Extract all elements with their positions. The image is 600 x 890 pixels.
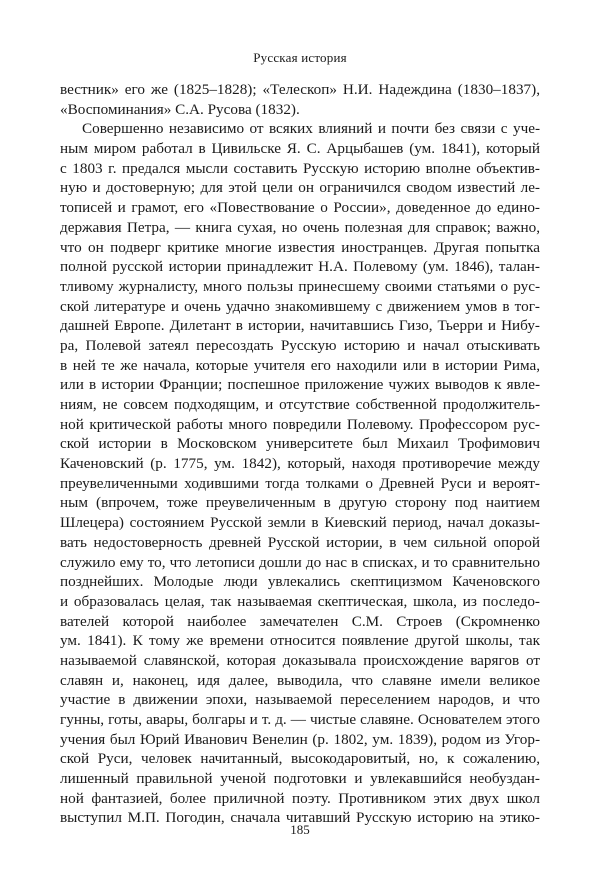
body-text: [60, 80, 540, 828]
text-line: ную и достоверную; для этой цели он ограничился сводом известий ле-: [60, 179, 540, 197]
text-line: тописей и грамот, его «Повествование о России», доведенное до едино-: [60, 199, 540, 217]
text-line: служило ему то, что летописи дошли до нас в списках, и то сравнительно: [60, 553, 540, 571]
text-line: ниям, не совсем подходящим, и отсутствие собственной продолжитель-: [60, 396, 540, 413]
text-line: «Воспоминания» С.А. Русова (1832).: [60, 100, 300, 118]
text-line: державия Петра, — книга сухая, но очень полезная для справок; важно,: [60, 218, 540, 236]
running-head: Русская история: [253, 50, 347, 65]
text-line: что он подверг критике многие известия иностранцев. Другая попытка: [60, 238, 540, 256]
text-line: учения был Юрий Иванович Венелин (р. 1802, ум. 1839), родом из Угор-: [60, 730, 540, 748]
text-line: ной критической работы много повредили Полевому. Профессором рус-: [60, 415, 540, 433]
text-line: славян и, наконец, идя далее, выводила, что славяне имели великое: [60, 671, 540, 689]
text-line: тливому журналисту, много пользы принесшему своими статьями о рус-: [60, 277, 540, 295]
text-line: Шлецера) состоянием Русской земли в Киевский период, начал доказы-: [60, 514, 540, 532]
text-line: ной фантазией, более приличной поэту. Противником этих двух школ: [60, 789, 540, 807]
text-line: ным (впрочем, тоже преувеличенным в другую сторону под наитием: [60, 494, 540, 512]
text-line: вать недостоверность древней Русской истории, в чем сильной опорой: [60, 533, 540, 551]
text-line: ум. 1841). К тому же времени относится появление другой школы, так: [60, 632, 540, 650]
text-line: выступил М.П. Погодин, сначала читавший Русскую историю на этико-: [60, 809, 540, 827]
text-line: с 1803 г. предался мысли составить Русскую историю вполне объектив-: [60, 159, 540, 177]
text-line: дашней Европе. Дилетант в истории, начитавшись Гизо, Тьерри и Нибу-: [60, 317, 540, 335]
text-line: ным миром работал в Цивильске Я. С. Арцыбашев (ум. 1841), который: [60, 140, 540, 158]
text-line: ской истории в Московском университете был Михаил Трофимович: [60, 435, 540, 453]
text-line: преувеличенными ходившими тогда толками о Древней Руси и вероят-: [60, 474, 540, 492]
text-line: ра, Полевой затеял пересоздать Русскую историю и начал отыскивать: [60, 336, 540, 354]
text-line: Каченовский (р. 1775, ум. 1842), который, находя противоречие между: [60, 455, 540, 473]
text-line: позднейших. Молодые люди увлекались скептицизмом Каченовского: [60, 573, 540, 591]
text-line: участие в движении эпохи, называемой переселением народов, и что: [60, 691, 540, 709]
text-line: вестник» его же (1825–1828); «Телескоп» Н.И. Надеждина (1830–1837),: [60, 81, 540, 98]
text-line: называемой славянской, которая доказывала происхождение варягов от: [60, 651, 540, 669]
text-line: вателей которой наиболее замечателен С.М. Строев (Скромненко: [60, 612, 540, 630]
text-line: лишенный правильной ученой подготовки и увлекавшийся необуздан-: [60, 770, 540, 788]
text-line: в ней те же начала, которые учителя его находили или в истории Рима,: [60, 356, 540, 374]
text-line: ской Руси, человек начитанный, высокодаровитый, но, к сожалению,: [60, 750, 540, 768]
text-line: гунны, готы, авары, болгары и т. д. — чистые славяне. Основателем этого: [60, 711, 540, 728]
text-line: и образовалась целая, так называемая скептическая, школа, из последо-: [60, 592, 540, 610]
text-line: ской литературе и очень удачно знакомившему с движением умов в тог-: [60, 297, 540, 315]
text-line: полной русской истории принадлежит Н.А. Полевому (ум. 1846), талан-: [60, 258, 540, 276]
page-number: 185: [290, 822, 310, 837]
text-line: Совершенно независимо от всяких влияний и почти без связи с уче-: [82, 120, 540, 138]
text-line: или в истории Франции; поспешное приложение чужих выводов к явле-: [60, 376, 540, 394]
